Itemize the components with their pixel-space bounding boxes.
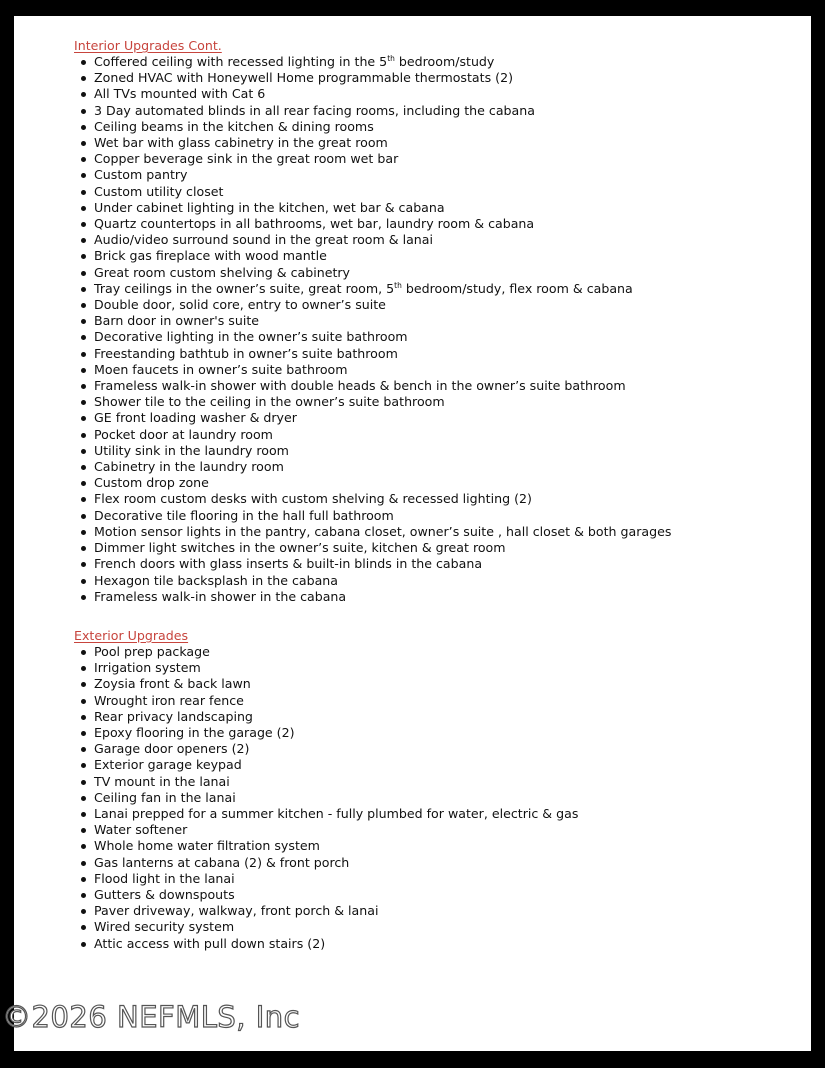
document-page [14,16,811,1051]
list-item: Exterior garage keypad [94,757,578,773]
list-item: Custom pantry [94,167,671,183]
list-item: Wet bar with glass cabinetry in the great room [94,135,671,151]
list-item: Pocket door at laundry room [94,427,671,443]
list-item: Irrigation system [94,660,578,676]
interior-upgrades-list [94,54,671,605]
list-item: Epoxy flooring in the garage (2) [94,725,578,741]
watermark: ©2026 NEFMLS, Inc [2,1000,301,1034]
list-item: Freestanding bathtub in owner’s suite bathroom [94,346,671,362]
list-item: Utility sink in the laundry room [94,443,671,459]
interior-upgrades-heading: Interior Upgrades Cont. [74,38,222,53]
list-item: All TVs mounted with Cat 6 [94,86,671,102]
exterior-upgrades-heading: Exterior Upgrades [74,628,189,643]
list-item: Water softener [94,822,578,838]
list-item: Paver driveway, walkway, front porch & lanai [94,903,578,919]
list-item: Quartz countertops in all bathrooms, wet bar, laundry room & cabana [94,216,671,232]
list-item: TV mount in the lanai [94,774,578,790]
list-item: Pool prep package [94,644,578,660]
list-item: Custom drop zone [94,475,671,491]
list-item: Moen faucets in owner’s suite bathroom [94,362,671,378]
list-item: Gutters & downspouts [94,887,578,903]
list-item: Zoned HVAC with Honeywell Home programmable thermostats (2) [94,70,671,86]
list-item: French doors with glass inserts & built-in blinds in the cabana [94,556,671,572]
list-item: Cabinetry in the laundry room [94,459,671,475]
list-item: Audio/video surround sound in the great room & lanai [94,232,671,248]
list-item: Hexagon tile backsplash in the cabana [94,573,671,589]
list-item: Decorative lighting in the owner’s suite bathroom [94,329,671,345]
list-item: Frameless walk-in shower with double heads & bench in the owner’s suite bathroom [94,378,671,394]
list-item: Zoysia front & back lawn [94,676,578,692]
list-item: Under cabinet lighting in the kitchen, wet bar & cabana [94,200,671,216]
list-item: Lanai prepped for a summer kitchen - fully plumbed for water, electric & gas [94,806,579,822]
list-item: Double door, solid core, entry to owner’s suite [94,297,671,313]
list-item: Flood light in the lanai [94,871,578,887]
list-item: 3 Day automated blinds in all rear facing rooms, including the cabana [94,103,671,119]
list-item: Rear privacy landscaping [94,709,578,725]
list-item: Whole home water filtration system [94,838,578,854]
list-item: GE front loading washer & dryer [94,410,671,426]
list-item: Motion sensor lights in the pantry, cabana closet, owner’s suite , hall closet & both garages [94,523,672,539]
list-item: Flex room custom desks with custom shelving & recessed lighting (2) [94,491,671,507]
list-item: Barn door in owner's suite [94,313,671,329]
list-item: Gas lanterns at cabana (2) & front porch [94,855,578,871]
exterior-upgrades-list [94,644,578,952]
list-item: Custom utility closet [94,184,671,200]
list-item: Wrought iron rear fence [94,693,578,709]
list-item: Dimmer light switches in the owner’s suite, kitchen & great room [94,540,671,556]
list-item: Shower tile to the ceiling in the owner’s suite bathroom [94,394,671,410]
list-item: Coffered ceiling with recessed lighting in the 5th bedroom/study [94,54,671,70]
list-item: Ceiling fan in the lanai [94,790,578,806]
list-item: Wired security system [94,919,578,935]
list-item: Garage door openers (2) [94,741,578,757]
list-item: Decorative tile flooring in the hall full bathroom [94,508,671,524]
list-item: Brick gas fireplace with wood mantle [94,248,671,264]
list-item: Copper beverage sink in the great room wet bar [94,151,671,167]
list-item: Ceiling beams in the kitchen & dining rooms [94,119,671,135]
list-item: Great room custom shelving & cabinetry [94,265,671,281]
list-item: Attic access with pull down stairs (2) [94,936,578,952]
list-item: Frameless walk-in shower in the cabana [94,589,671,605]
list-item: Tray ceilings in the owner’s suite, great room, 5th bedroom/study, flex room & cabana [94,281,671,297]
